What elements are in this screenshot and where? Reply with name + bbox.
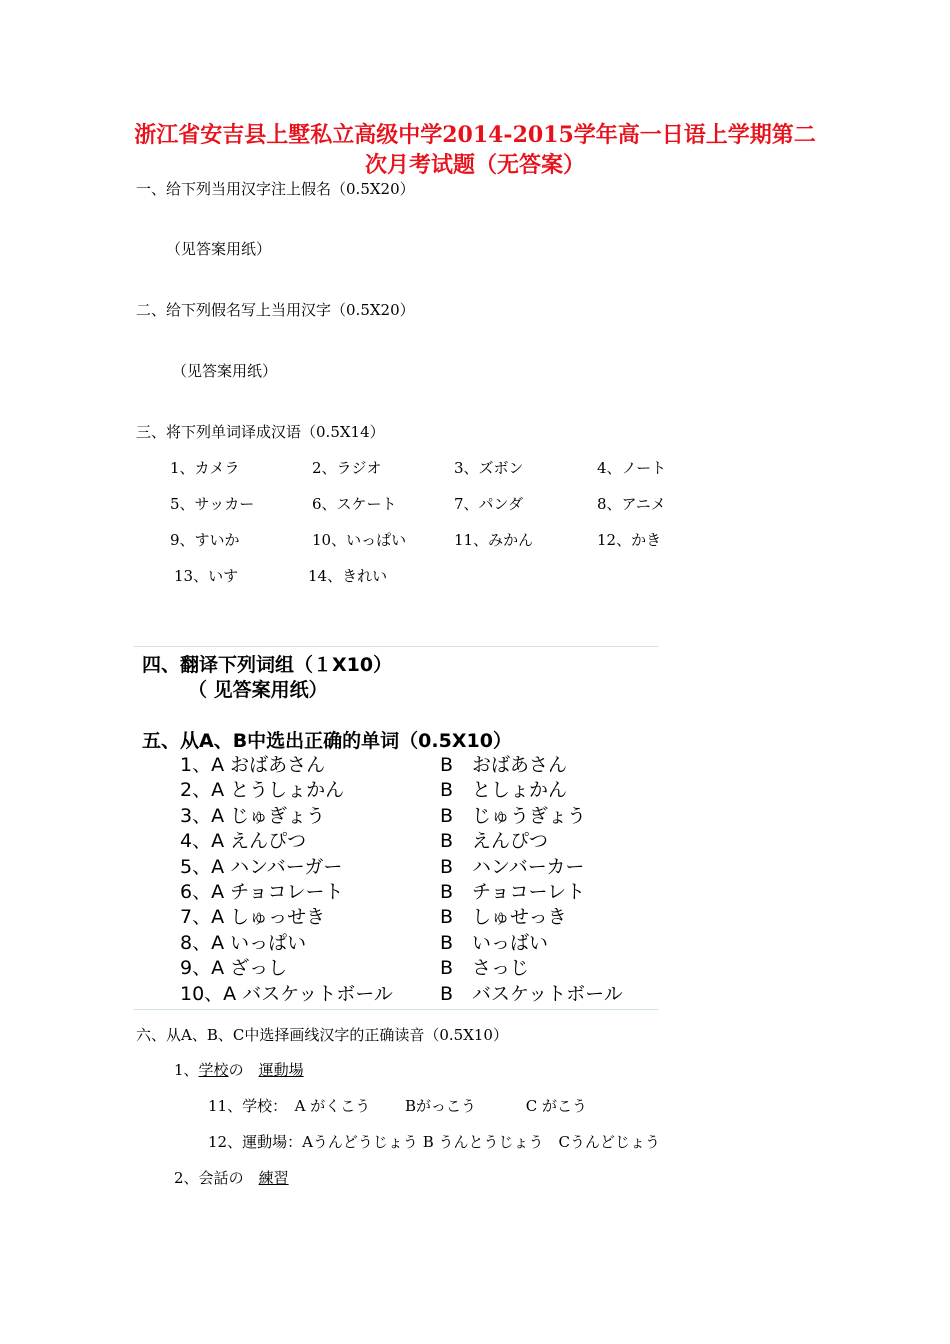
option-a: 8、A いっぱい [180, 932, 307, 954]
vocab-item: 1、カメラ [170, 459, 240, 477]
vocab-item: 7、パンダ [454, 495, 523, 513]
option-b: B ハンバーカー [440, 856, 585, 878]
option-a: 10、A バスケットボール [180, 983, 393, 1005]
question-number: 2、 [174, 1169, 199, 1187]
divider [134, 1009, 658, 1010]
option-b: B いっばい [440, 932, 549, 954]
option-b: B チョコーレト [440, 881, 586, 903]
section1-heading: 一、给下列当用汉字注上假名（0.5X20） [136, 180, 415, 198]
vocab-item: 12、かき [597, 531, 662, 549]
option-a: 6、A チョコレート [180, 881, 344, 903]
sub-question-11: 11、学校： A がくこう Bがっこう C がこう [208, 1097, 587, 1115]
question-1 [174, 1059, 304, 1080]
option-a: 5、A ハンバーガー [180, 856, 343, 878]
vocab-item: 4、ノート [597, 459, 667, 477]
underlined-word: 運動場 [258, 1061, 304, 1079]
sub-question-12: 12、運動場：Aうんどうじょう B うんとうじょう Cうんどじょう [208, 1133, 660, 1151]
option-a: 7、A しゅっせき [180, 906, 326, 928]
underlined-word: 学校 [198, 1061, 229, 1079]
option-a: 2、A とうしょかん [180, 779, 345, 801]
option-b: B としょかん [440, 779, 568, 801]
vocab-item: 9、すいか [170, 531, 240, 549]
question-2 [174, 1167, 289, 1188]
vocab-item: 13、いす [174, 567, 239, 585]
vocab-item: 10、いっぱい [312, 531, 407, 549]
section2-heading: 二、给下列假名写上当用汉字（0.5X20） [136, 301, 415, 319]
vocab-item: 3、ズボン [454, 459, 524, 477]
section4-heading: 四、翻译下列词组（１X10） [142, 654, 393, 676]
question-number: 1、 [174, 1061, 199, 1079]
option-b: B バスケットボール [440, 983, 623, 1005]
option-b: B えんぴつ [440, 830, 549, 852]
option-a: 3、A じゅぎょう [180, 805, 326, 827]
vocab-item: 5、サッカー [170, 495, 255, 513]
option-a: 4、A えんぴつ [180, 830, 307, 852]
option-b: B しゅせっき [440, 906, 567, 928]
section2-note: （见答案用纸） [172, 362, 278, 380]
vocab-item: 6、スケート [312, 495, 397, 513]
page-title-line2: 次月考试题（无答案） [364, 152, 585, 178]
connector: の [228, 1169, 259, 1187]
option-a: 9、A ざっし [180, 957, 288, 979]
vocab-item: 8、アニメ [597, 495, 666, 513]
vocab-item: 2、ラジオ [312, 459, 382, 477]
section3-heading: 三、将下列单词译成汉语（0.5X14） [136, 423, 385, 441]
vocab-item: 14、きれい [308, 567, 388, 585]
word: 会話 [198, 1169, 229, 1187]
page-title-line1: 浙江省安吉县上墅私立高级中学2014-2015学年高一日语上学期第二 [134, 122, 816, 148]
divider [134, 646, 658, 647]
section5-heading: 五、从A、B中选出正确的单词（0.5X10） [142, 730, 512, 752]
section4-note: （ 见答案用纸） [188, 679, 328, 701]
scanned-section-block [134, 646, 658, 1010]
vocab-item: 11、みかん [454, 531, 534, 549]
connector: の [228, 1061, 259, 1079]
option-b: B おばあさん [440, 754, 568, 776]
option-a: 1、A おばあさん [180, 754, 326, 776]
section6-heading: 六、从A、B、C中选择画线汉字的正确读音（0.5X10） [136, 1026, 508, 1044]
option-b: B じゅうぎょう [440, 805, 587, 827]
section1-note: （见答案用纸） [166, 240, 272, 258]
option-b: B さっじ [440, 957, 530, 979]
underlined-word: 練習 [258, 1169, 289, 1187]
